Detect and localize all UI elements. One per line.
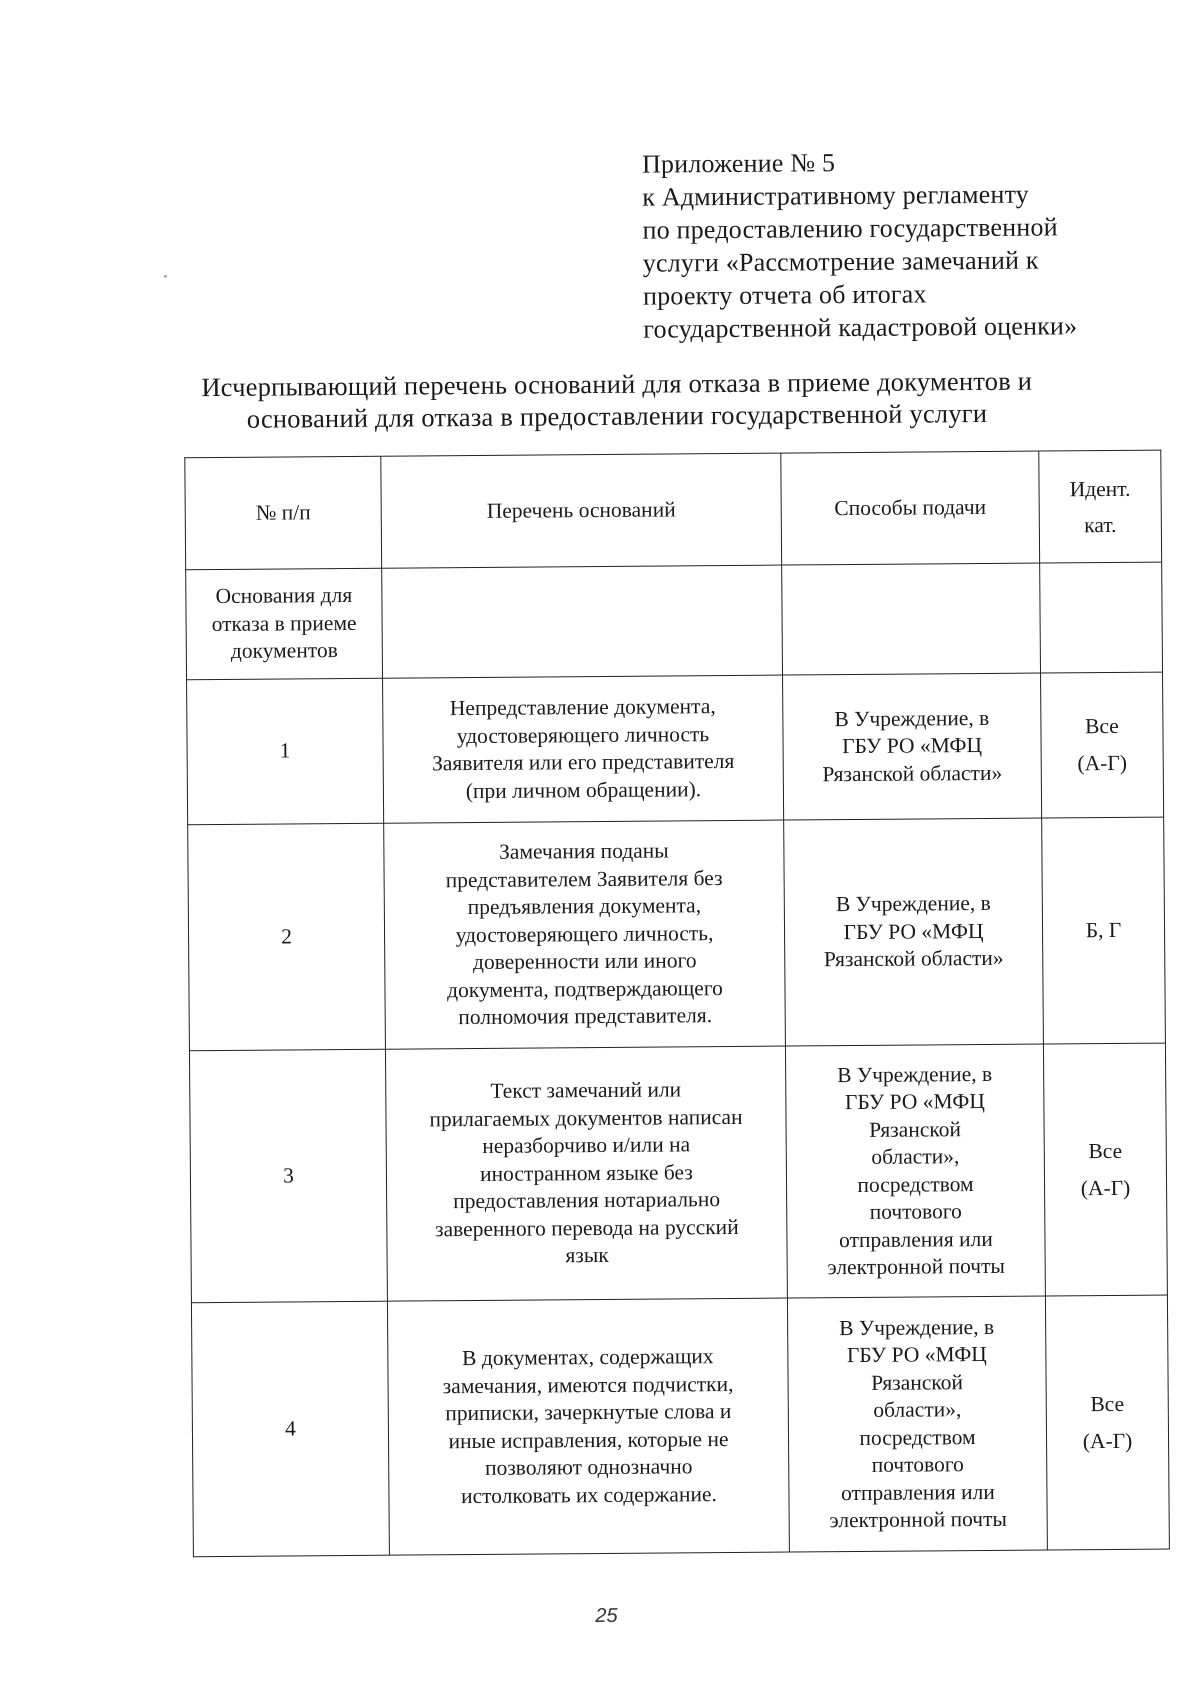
row-number: 2 <box>188 823 386 1051</box>
section-row <box>186 562 1163 680</box>
document-title-line: оснований для отказа в предоставлении государственной услуги <box>246 397 988 434</box>
row-methods: В Учреждение, в ГБУ РО «МФЦ Рязанской области» <box>783 673 1042 820</box>
row-methods: В Учреждение, в ГБУ РО «МФЦ Рязанской области», посредством почтового отправления или электронной почты <box>785 1044 1045 1298</box>
grounds-table <box>184 450 1170 1558</box>
appendix-line: услуги «Рассмотрение замечаний к <box>642 245 1039 278</box>
table-row <box>189 1043 1167 1303</box>
header-methods: Способы подачи <box>781 451 1040 565</box>
appendix-header <box>642 144 1164 346</box>
empty-cell <box>382 565 783 678</box>
appendix-line: Приложение № 5 <box>641 148 836 179</box>
table-row <box>188 817 1166 1051</box>
header-number: № п/п <box>185 456 382 570</box>
table-row <box>187 672 1164 825</box>
scan-speck <box>164 275 167 277</box>
header-category: Идент. кат. <box>1039 450 1162 563</box>
empty-cell <box>1040 562 1163 673</box>
section-label: Основания для отказа в приеме документов <box>186 568 383 680</box>
appendix-line: проекту отчета об итогах <box>642 279 927 311</box>
row-methods: В Учреждение, в ГБУ РО «МФЦ Рязанской области» <box>784 818 1044 1046</box>
row-category: Б, Г <box>1042 817 1166 1044</box>
appendix-line: государственной кадастровой оценки» <box>643 311 1078 344</box>
page-number: 25 <box>595 1604 618 1628</box>
table-header-row <box>185 450 1162 570</box>
document-title <box>147 364 1087 435</box>
document-title-line: Исчерпывающий перечень оснований для отказа в приеме документов и <box>201 365 1033 403</box>
row-number: 1 <box>187 678 384 825</box>
row-grounds: Замечания поданы представителем Заявителя без предъявления документа, удостоверяющего личность, доверенности или иного документа, подтверждающего полномочия представителя. <box>384 820 786 1049</box>
row-grounds: Текст замечаний или прилагаемых документов написан неразборчиво и/или на иностранном языке без предоставления нотариально заверенного перевода на русский язык <box>385 1046 787 1301</box>
table-row <box>191 1295 1169 1557</box>
appendix-line: к Административному регламенту <box>642 179 1030 212</box>
row-category: Все (А-Г) <box>1041 672 1164 818</box>
row-category: Все (А-Г) <box>1043 1043 1167 1296</box>
appendix-line: по предоставлению государственной <box>642 212 1058 245</box>
row-methods: В Учреждение, в ГБУ РО «МФЦ Рязанской области», посредством почтового отправления или электронной почты <box>787 1296 1047 1552</box>
header-grounds: Перечень оснований <box>381 453 782 568</box>
row-grounds: Непредставление документа, удостоверяющего личность Заявителя или его представителя (при личном обращении). <box>383 675 784 823</box>
empty-cell <box>782 563 1041 675</box>
row-grounds: В документах, содержащих замечания, имеются подчистки, приписки, зачеркнутые слова и иные исправления, которые не позволяют однозначно истолковать их содержание. <box>387 1298 789 1555</box>
row-number: 4 <box>191 1301 389 1557</box>
row-number: 3 <box>189 1049 387 1303</box>
row-category: Все (А-Г) <box>1045 1295 1169 1550</box>
